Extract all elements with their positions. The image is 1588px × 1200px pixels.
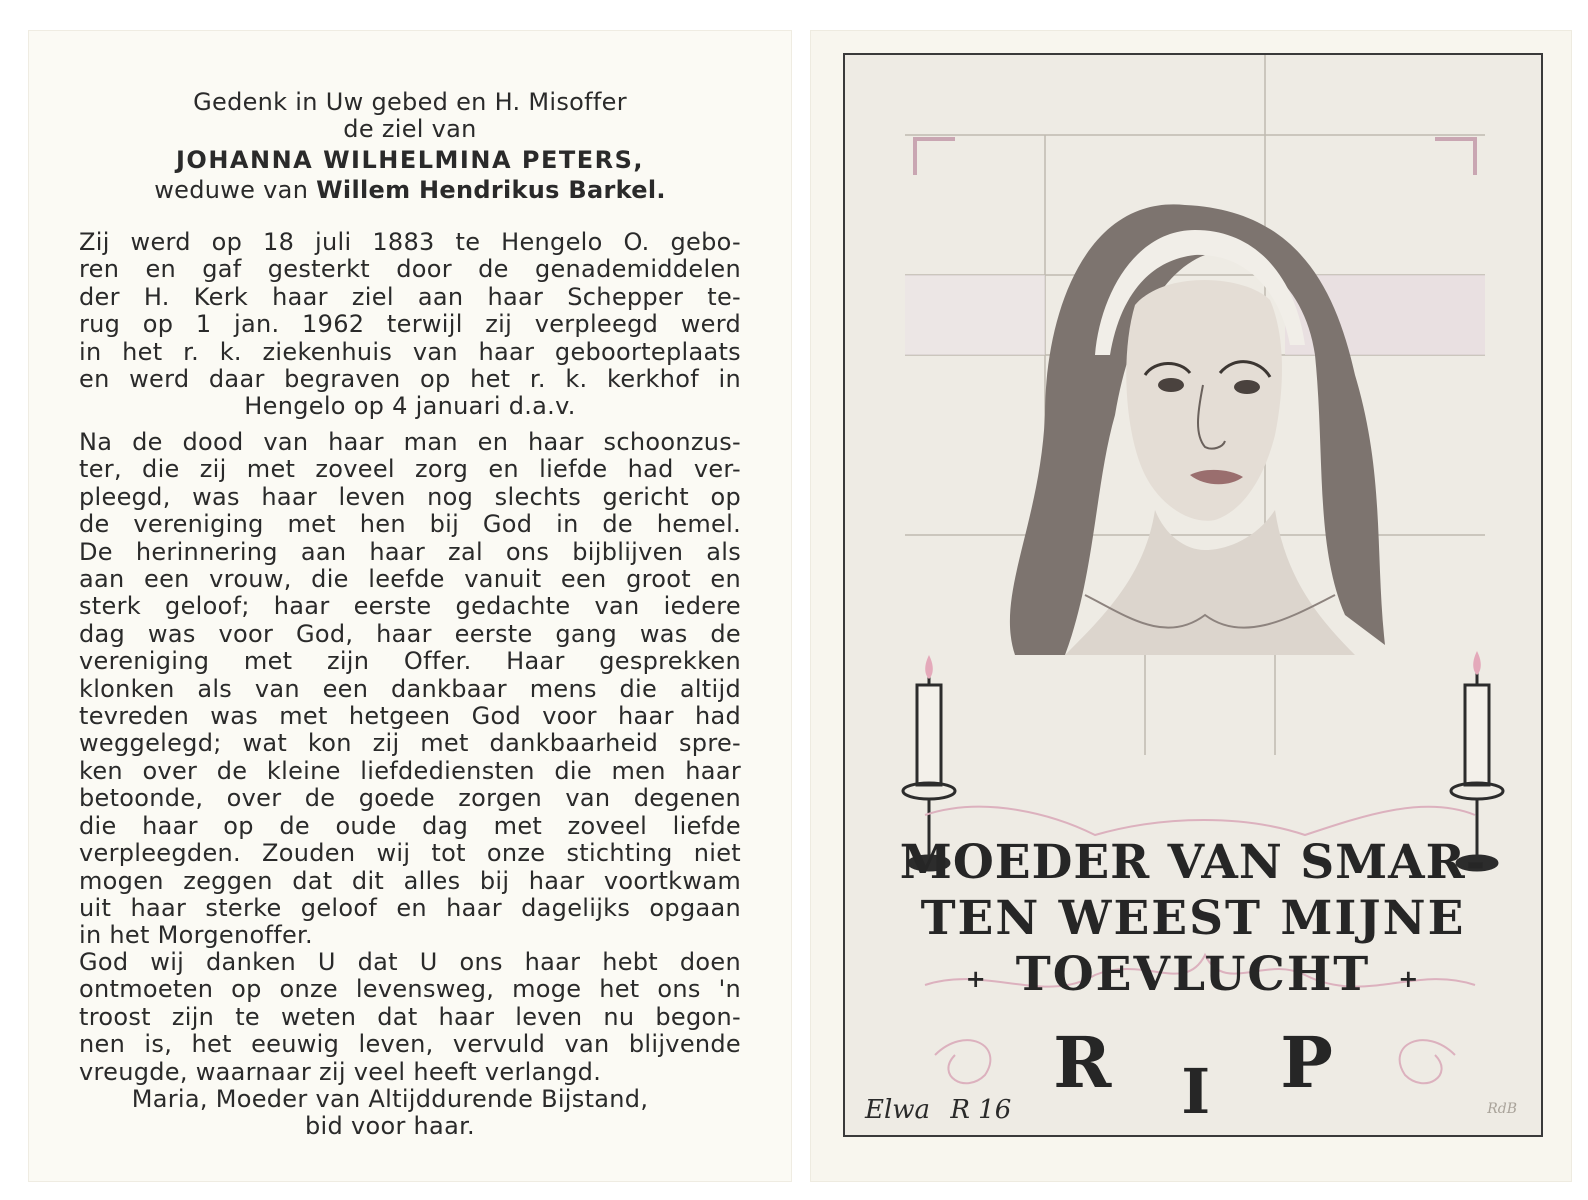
rip-r: R [1053,1021,1112,1104]
caption-line-2: TEN WEEST MIJNE [920,891,1466,946]
bio-line-last: Hengelo op 4 januari d.a.v. [244,392,576,421]
closing-line-1: Maria, Moeder van Altijddurende Bijstand, [131,1085,649,1114]
memorial-line: Na de dood van haar man en haar schoonzus- [79,428,741,456]
memorial-line: die haar op de oude dag met zoveel liefde [79,811,741,840]
memorial-line: aan een vrouw, die leefde vanuit een groot en [79,565,741,594]
spouse-line [79,177,741,204]
memorial-line-last: in het Morgenoffer. [79,921,313,950]
memorial-line: betoonde, over de goede zorgen van degenen [79,784,741,813]
prayer-line: God wij danken U dat U ons haar hebt doen [79,948,741,976]
prayer-line: nen is, het eeuwig leven, vervuld van blijvende [79,1030,741,1059]
bio-line: in het r. k. ziekenhuis van haar geboorteplaats [79,337,741,366]
header-line-2: de ziel van [343,115,477,144]
memorial-line: uit haar sterke geloof en haar dagelijks opgaan [79,893,741,922]
publisher-mark [865,1095,1011,1125]
caption-line-1: MOEDER VAN SMAR- [899,835,1487,890]
publisher-name: Elwa [865,1095,931,1125]
memorial-line: ken over de kleine liefdediensten die men haar [79,756,741,785]
memorial-line: ter, die zij met zoveel zorg en liefde had ver- [79,455,741,484]
memorial-line: mogen zeggen dat dit alles bij haar voortkwam [79,866,741,895]
prayer-paragraph [79,949,741,1141]
spouse-name: Willem Hendrikus Barkel. [316,176,666,205]
memorial-line: tevreden was met hetgeen God voor haar had [79,702,741,731]
devotional-image-card [810,30,1572,1182]
cross-mark-left: + [965,963,988,993]
prayer-line: troost zijn te weten dat haar leven nu begon- [79,1002,741,1031]
spouse-prefix: weduwe van [154,176,309,205]
bio-line: ren en gaf gesterkt door de genademiddelen [79,255,741,284]
memorial-line: sterk geloof; haar eerste gedachte van iedere [79,592,741,621]
deceased-name: JOHANNA WILHELMINA PETERS, [175,145,645,174]
memorial-line: De herinnering aan haar zal ons bijblijven als [79,537,741,566]
memorial-line: dag was voor God, haar eerste gang was de [79,619,741,648]
memorial-text-card [28,30,792,1182]
bio-line: rug op 1 jan. 1962 terwijl zij verpleegd werd [79,310,741,339]
bio-line: der H. Kerk haar ziel aan haar Schepper te- [79,282,741,311]
memorial-line: pleegd, was haar leven nog slechts gericht op [79,482,741,511]
memorial-line: vereniging met zijn Offer. Haar gesprekken [79,647,741,676]
dedication-header [79,89,741,205]
caption-line-3-row [845,947,1541,1002]
memorial-paragraph [79,429,741,950]
closing-line-2: bid voor haar. [305,1112,475,1141]
cross-mark-right: + [1398,963,1421,993]
biography-paragraph [79,229,741,421]
memorial-line: weggelegd; wat kon zij met dankbaarheid spre- [79,729,741,758]
prayer-line: ontmoeten op onze levensweg, moge het ons 'n [79,975,741,1004]
memorial-line: klonken als van een dankbaar mens die altijd [79,674,741,703]
rip-p: P [1280,1021,1333,1104]
caption-line-3: TOEVLUCHT [1015,947,1371,1002]
bio-line: Zij werd op 18 juli 1883 te Hengelo O. gebo- [79,228,741,256]
memorial-line: de vereniging met hen bij God in de hemel. [79,510,741,539]
image-frame [843,53,1543,1137]
bio-line: en werd daar begraven op het r. k. kerkhof in [79,365,741,394]
artist-signature: RdB [1487,1101,1517,1117]
series-code: R 16 [950,1095,1012,1125]
header-line-1: Gedenk in Uw gebed en H. Misoffer [193,88,627,116]
prayer-line-last: vreugde, waarnaar zij veel heeft verlangd. [79,1057,602,1086]
rip-i: I [1181,1055,1211,1128]
memorial-line: verpleegden. Zouden wij tot onze stichting niet [79,839,741,868]
